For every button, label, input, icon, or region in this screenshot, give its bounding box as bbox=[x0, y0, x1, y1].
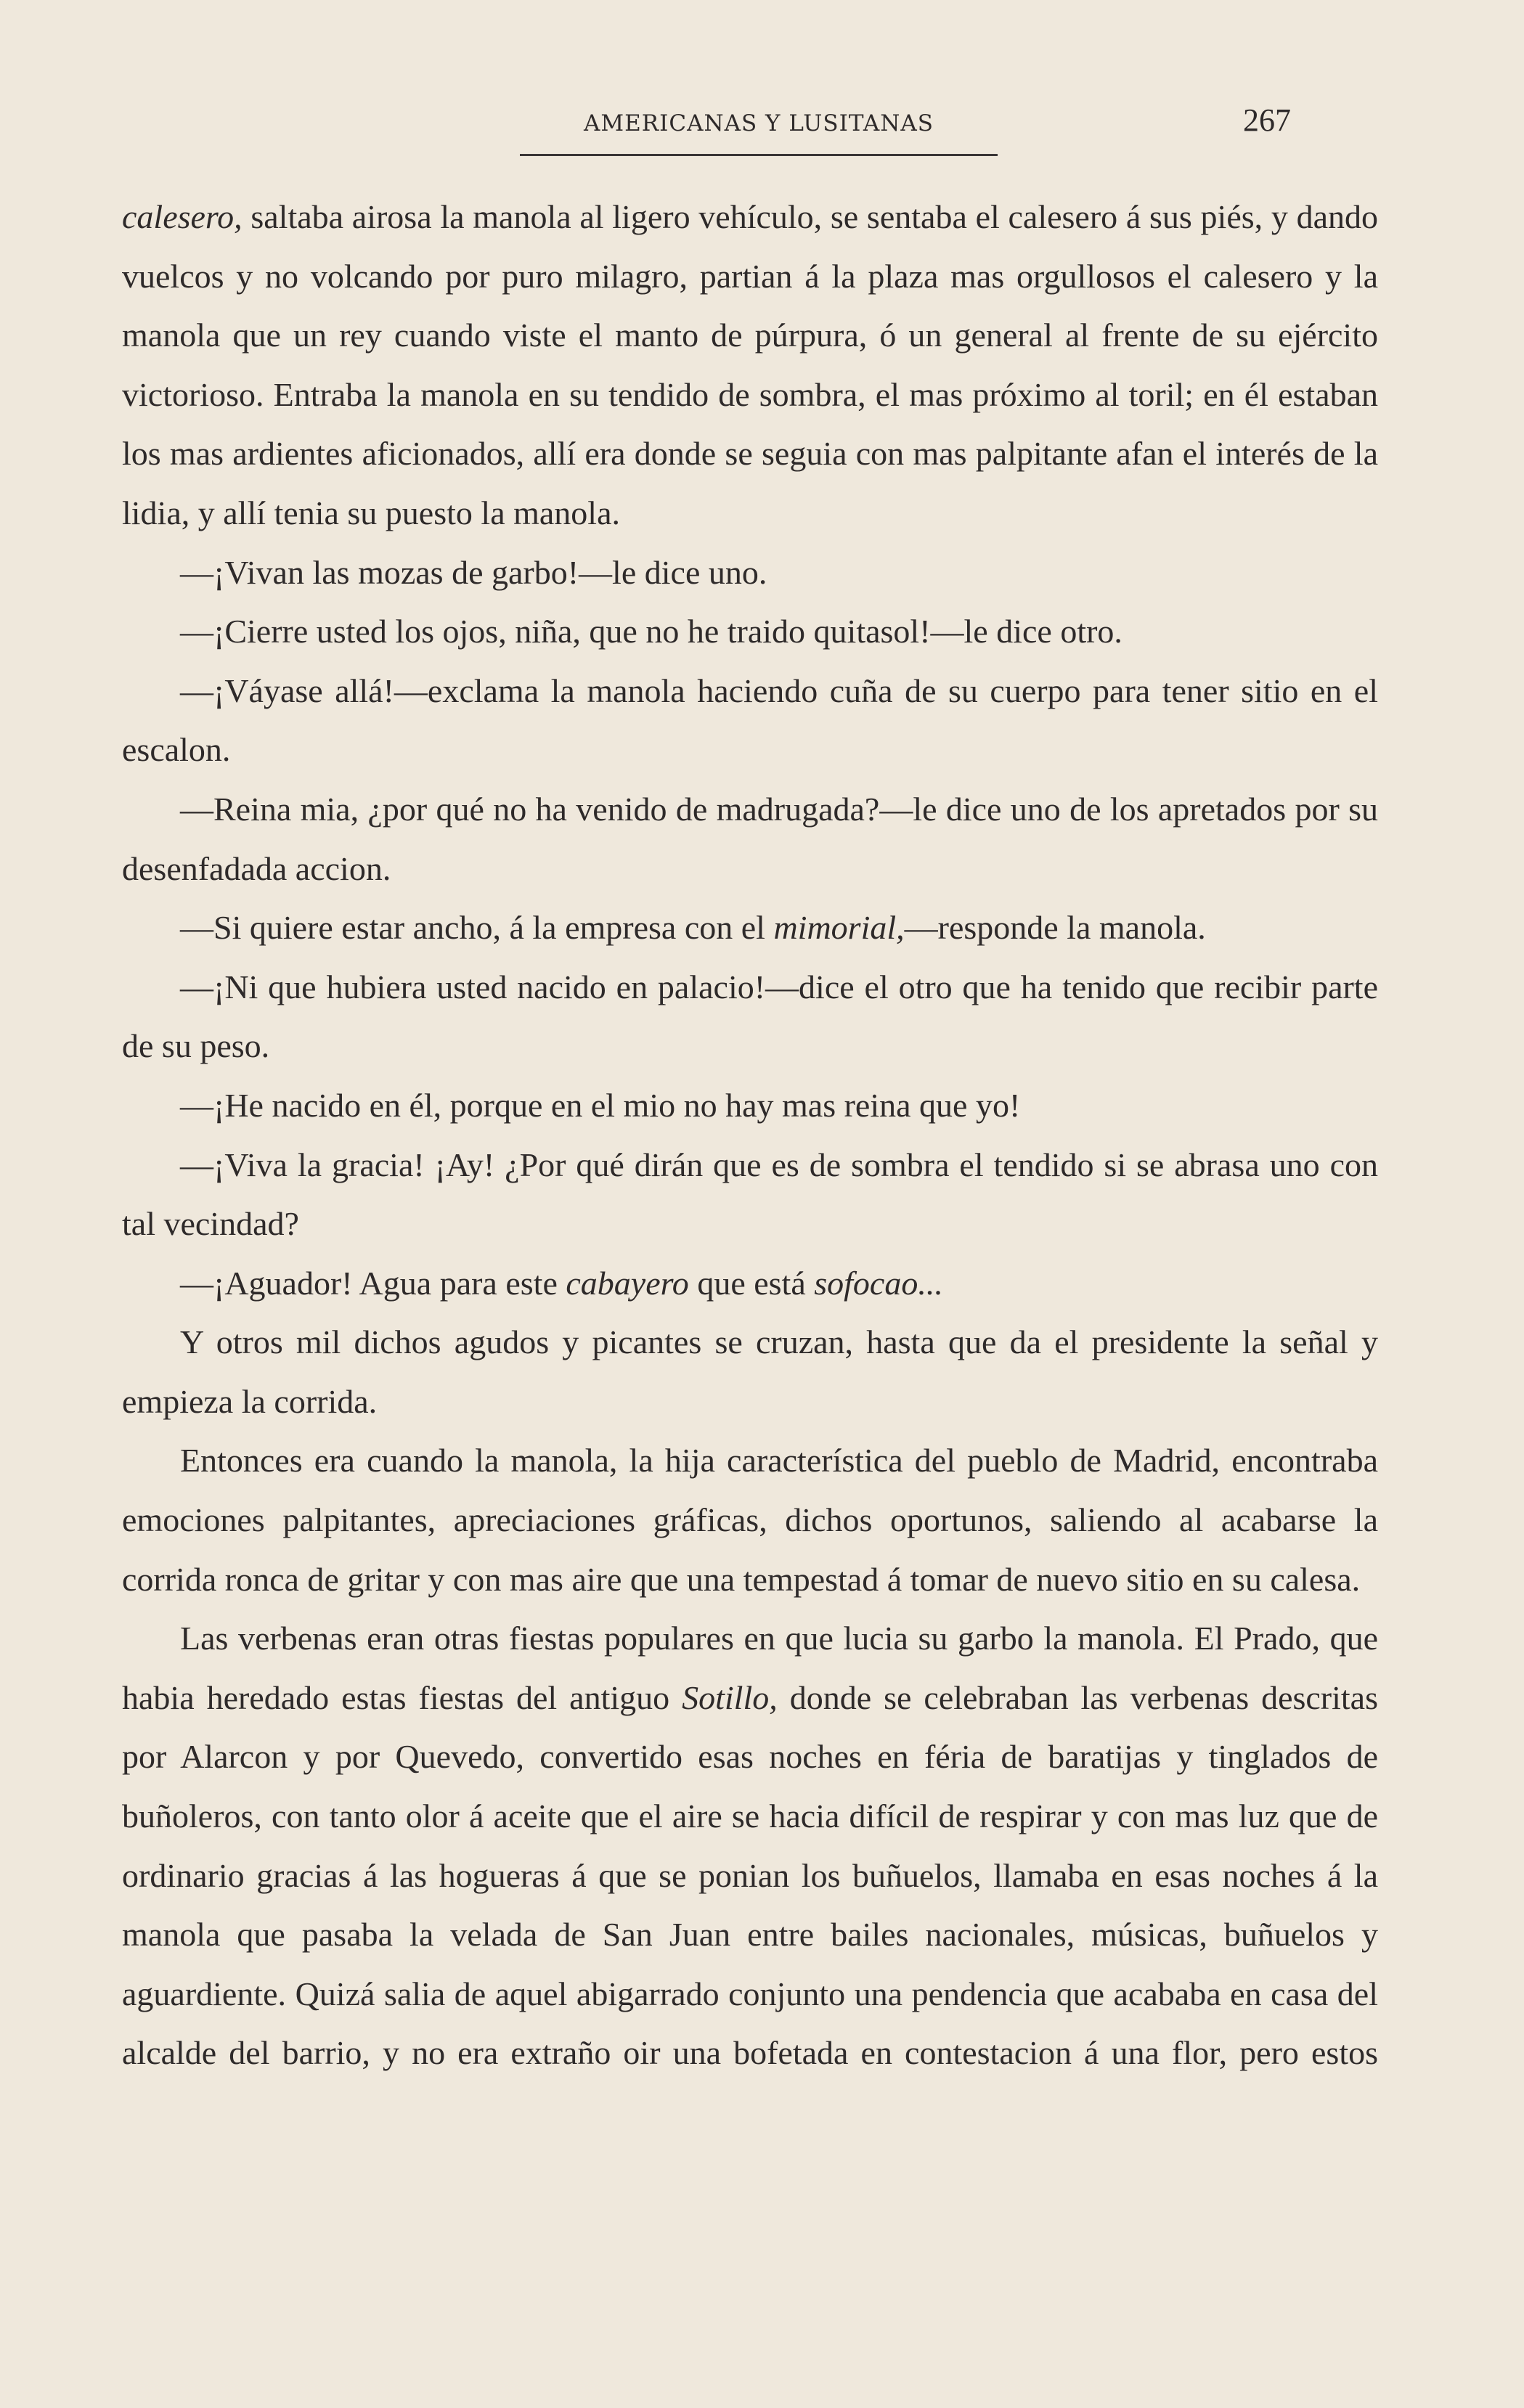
italic-text: cabayero bbox=[566, 1264, 689, 1302]
paragraph bbox=[122, 187, 1378, 543]
text-run: —¡Aguador! Agua para este bbox=[180, 1264, 566, 1302]
text-run: —responde la manola. bbox=[904, 909, 1206, 947]
italic-text: sofocao... bbox=[814, 1264, 943, 1302]
text-run: —¡He nacido en él, porque en el mio no hay mas reina que yo! bbox=[180, 1086, 1021, 1124]
text-run: Entonces era cuando la manola, la hija característica del pueblo de Madrid, encontraba emociones palpitantes, apreciaciones gráficas, dichos oportunos, saliendo al acabarse la corrida ronca de gritar y con mas aire que una tempestad á tomar de nuevo sitio en su calesa. bbox=[122, 1442, 1378, 1598]
text-run: donde se celebraban las verbenas descritas por Alarcon y por Quevedo, convertido esas noches en féria de baratijas y tinglados de buñoleros, con tanto olor á aceite que el aire se hacia difícil de respirar y con mas luz que de ordinario gracias á las hogueras á que se ponian los buñuelos, llamaba en esas noches á la manola que pasaba la velada de San Juan entre bailes nacionales, músicas, buñuelos y aguardiente. Quizá salia de aquel abigarrado conjunto una pendencia que acababa en casa del alcalde del barrio, y no era extraño oir una bofetada en contestacion á una flor, pero estos bbox=[122, 1678, 1378, 2072]
text-run: Y otros mil dichos agudos y picantes se cruzan, hasta que da el presidente la señal y empieza la corrida. bbox=[122, 1323, 1378, 1420]
paragraph bbox=[122, 958, 1378, 1076]
text-run: Las verbenas eran otras fiestas populares en que lucia su garbo la manola. El Prado, que habia heredado estas fiestas del antiguo bbox=[122, 1620, 1378, 1716]
paragraph bbox=[122, 1076, 1378, 1135]
paragraph bbox=[122, 1609, 1378, 2083]
text-run: saltaba airosa la manola al ligero vehículo, se sentaba el calesero á sus piés, y dando vuelcos y no volcando por puro milagro, partian á la plaza mas orgullosos el calesero y la manola que un rey cuando viste el manto de púrpura, ó un general al frente de su ejército victorioso. Entraba la manola en su tendido de sombra, el mas próximo al toril; en él estaban los mas ardientes aficionados, allí era donde se seguia con mas palpitante afan el interés de la lidia, y allí tenia su puesto la manola. bbox=[122, 198, 1378, 531]
text-run: —¡Ni que hubiera usted nacido en palacio!—dice el otro que ha tenido que recibir parte de su peso. bbox=[122, 968, 1378, 1065]
paragraph bbox=[122, 1135, 1378, 1254]
text-run: —¡Vivan las mozas de garbo!—le dice uno. bbox=[180, 553, 767, 591]
page-number: 267 bbox=[1243, 102, 1291, 138]
text-run: —Si quiere estar ancho, á la empresa con el bbox=[180, 909, 774, 947]
paragraph bbox=[122, 1313, 1378, 1431]
paragraph bbox=[122, 780, 1378, 898]
paragraph bbox=[122, 1431, 1378, 1609]
paragraph bbox=[122, 661, 1378, 780]
italic-text: calesero, bbox=[122, 198, 243, 235]
paragraph bbox=[122, 898, 1378, 958]
paragraph bbox=[122, 1254, 1378, 1313]
paragraph bbox=[122, 602, 1378, 661]
paragraph bbox=[122, 543, 1378, 603]
text-run: —¡Cierre usted los ojos, niña, que no he traido quitasol!—le dice otro. bbox=[180, 613, 1122, 650]
text-run: —¡Viva la gracia! ¡Ay! ¿Por qué dirán que es de sombra el tendido si se abrasa uno con tal vecindad? bbox=[122, 1146, 1378, 1243]
page-header bbox=[520, 102, 998, 156]
italic-text: mimorial, bbox=[773, 909, 905, 947]
running-head: AMERICANAS Y LUSITANAS bbox=[584, 110, 934, 136]
body-text bbox=[122, 187, 1378, 2083]
italic-text: Sotillo, bbox=[682, 1678, 778, 1716]
text-run: —¡Váyase allá!—exclama la manola haciendo cuña de su cuerpo para tener sitio en el escalon. bbox=[122, 672, 1378, 769]
text-run: —Reina mia, ¿por qué no ha venido de madrugada?—le dice uno de los apretados por su desenfadada accion. bbox=[122, 790, 1378, 887]
text-run: que está bbox=[688, 1264, 815, 1302]
